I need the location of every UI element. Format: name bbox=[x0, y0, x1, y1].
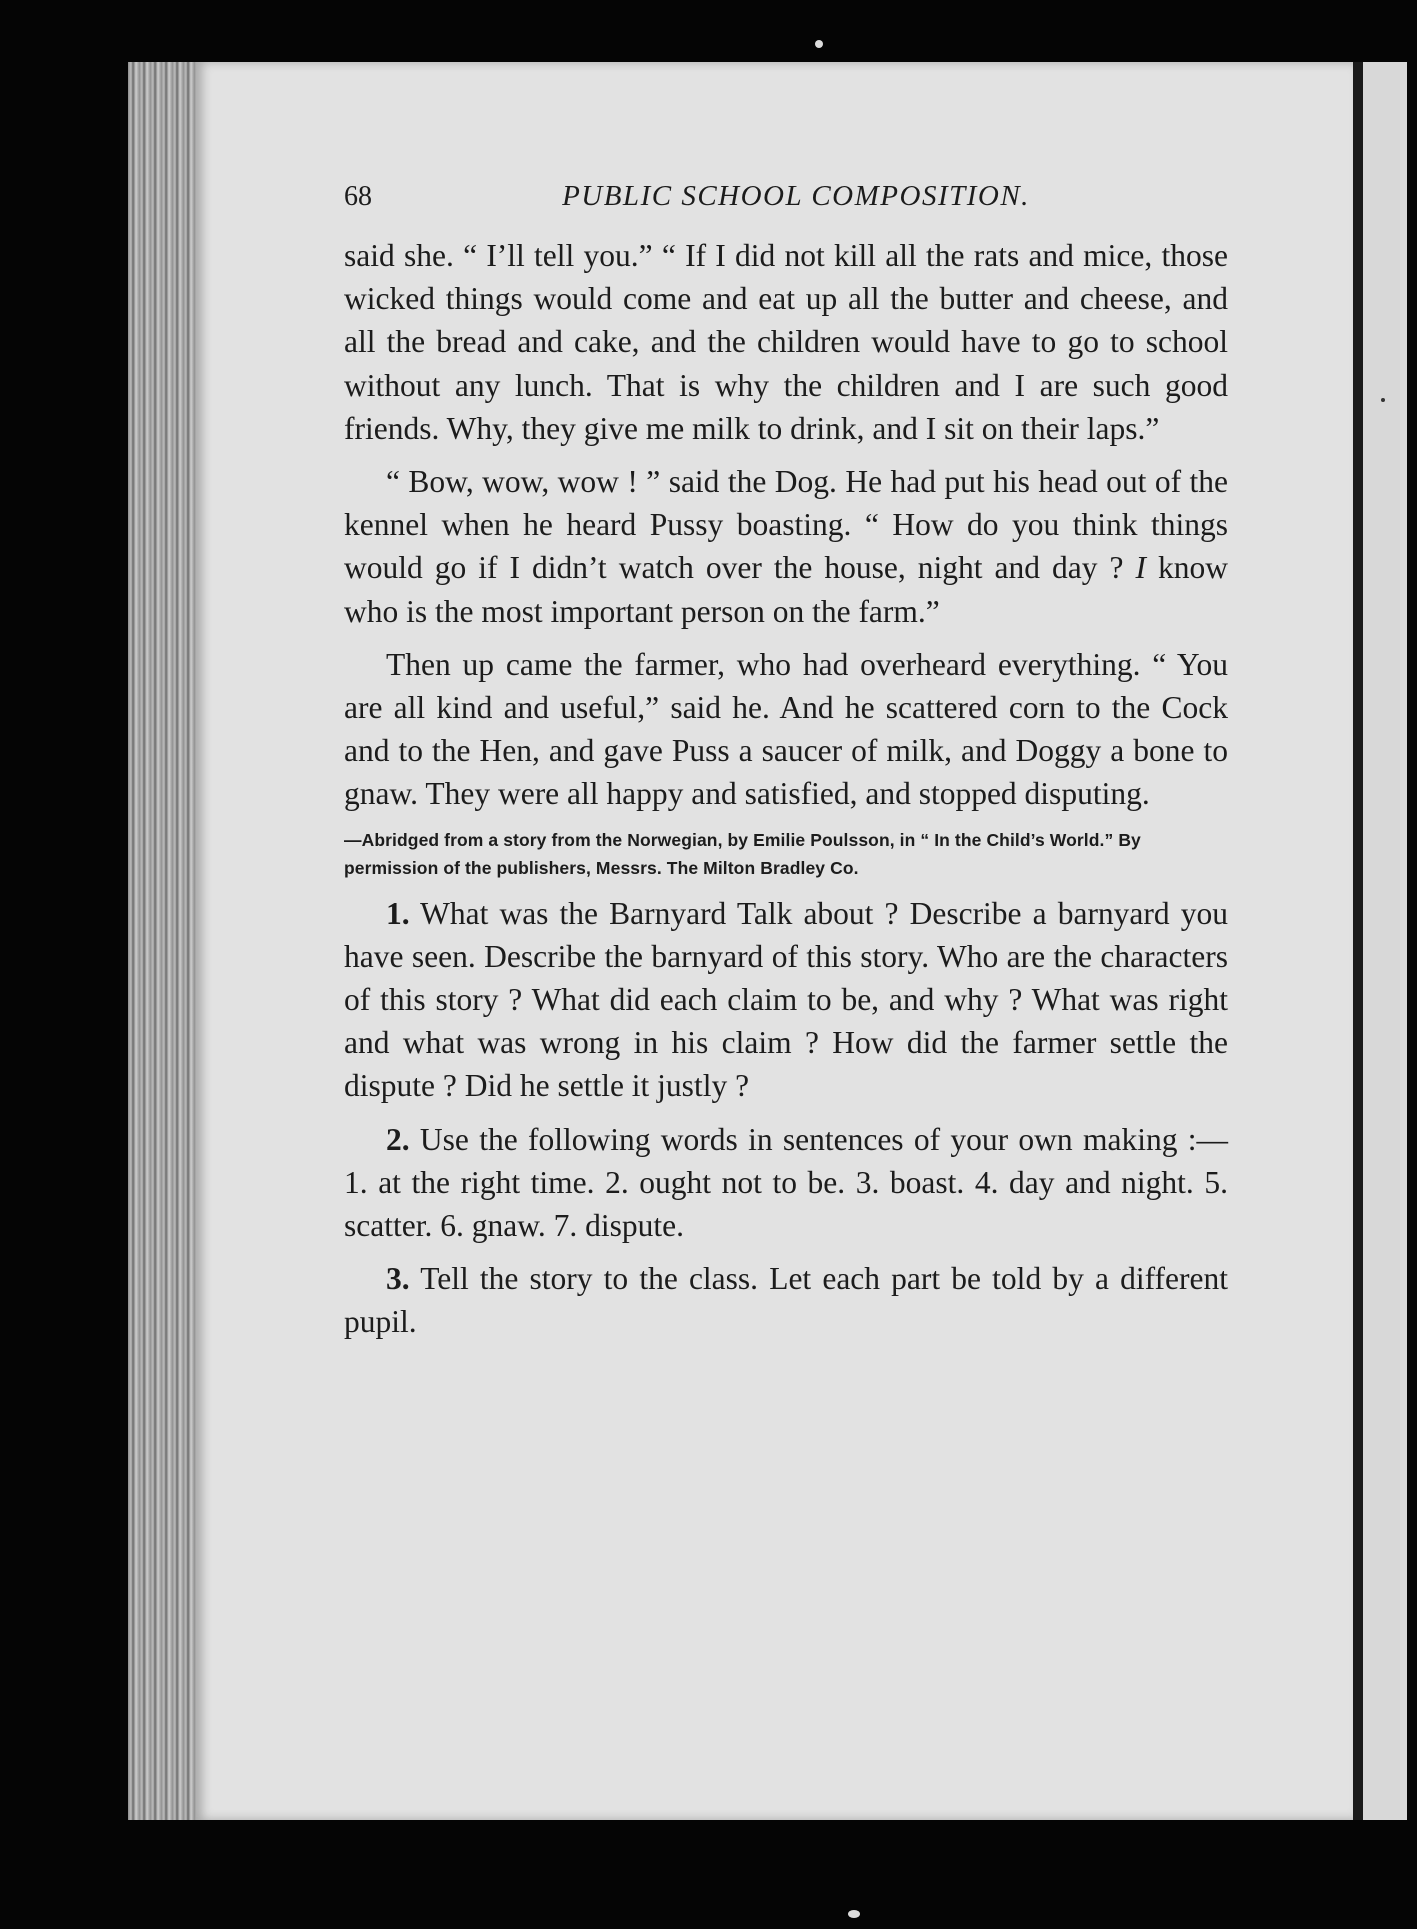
facing-page-edge bbox=[1363, 62, 1407, 1820]
question-text: Use the following words in sentences of your own making :— 1. at the right time. 2. ought not to be. 3. boast. 4. day and night. 5. scatter. 6. gnaw. 7. dispute. bbox=[344, 1121, 1228, 1244]
question-3 bbox=[344, 1257, 1228, 1343]
source-credit: —Abridged from a story from the Norwegian, by Emilie Poulsson, in “ In the Child’s World.” By permission of the publishers, Messrs. The Milton Bradley Co. bbox=[344, 829, 1141, 878]
page-content bbox=[344, 180, 1228, 1344]
question-number: 2. bbox=[386, 1121, 410, 1157]
book-gutter bbox=[128, 62, 198, 1820]
question-2 bbox=[344, 1118, 1228, 1248]
paragraph-1: said she. “ I’ll tell you.” “ If I did not kill all the rats and mice, those wicked things would come and eat up all the butter and cheese, and all the bread and cake, and the children would have to go to school without any lunch. That is why the children and I are such good friends. Why, they give me milk to drink, and I sit on their laps.” bbox=[344, 238, 1228, 446]
paragraph-2 bbox=[344, 460, 1228, 633]
question-number: 3. bbox=[386, 1261, 410, 1297]
question-number: 1. bbox=[386, 895, 410, 931]
paragraph-2-end: know who is the most important person on the farm.” bbox=[344, 550, 1229, 629]
paragraph-2-start: “ Bow, wow, wow ! ” said the Dog. He had put his head out of the kennel when he heard Pussy boasting. “ How do you think things would go if I didn’t watch over the house, night and day ? bbox=[344, 464, 1228, 586]
question-1 bbox=[344, 892, 1228, 1108]
page-header bbox=[344, 180, 1228, 234]
question-text: Tell the story to the class. Let each part be told by a different pupil. bbox=[344, 1261, 1228, 1340]
page-number: 68 bbox=[344, 181, 372, 212]
scan-speck bbox=[1381, 398, 1385, 402]
paragraph-3: Then up came the farmer, who had overheard everything. “ You are all kind and useful,” said he. And he scattered corn to the Cock and to the Hen, and gave Puss a saucer of milk, and Doggy a bone to gnaw. They were all happy and satisfied, and stopped disputing. bbox=[344, 646, 1228, 812]
running-head: PUBLIC SCHOOL COMPOSITION. bbox=[562, 180, 1030, 212]
scan-speck bbox=[848, 1910, 860, 1918]
question-text: What was the Barnyard Talk about ? Describe a barnyard you have seen. Describe the barnyard of this story. Who are the characters of this story ? What did each claim to be, and why ? What was right and what was wrong in his claim ? How did the farmer settle the dispute ? Did he settle it justly ? bbox=[344, 895, 1228, 1104]
scan-speck bbox=[815, 40, 823, 48]
page-edge-shadow bbox=[1353, 62, 1363, 1820]
paragraph-2-emphasis: I bbox=[1135, 550, 1146, 586]
